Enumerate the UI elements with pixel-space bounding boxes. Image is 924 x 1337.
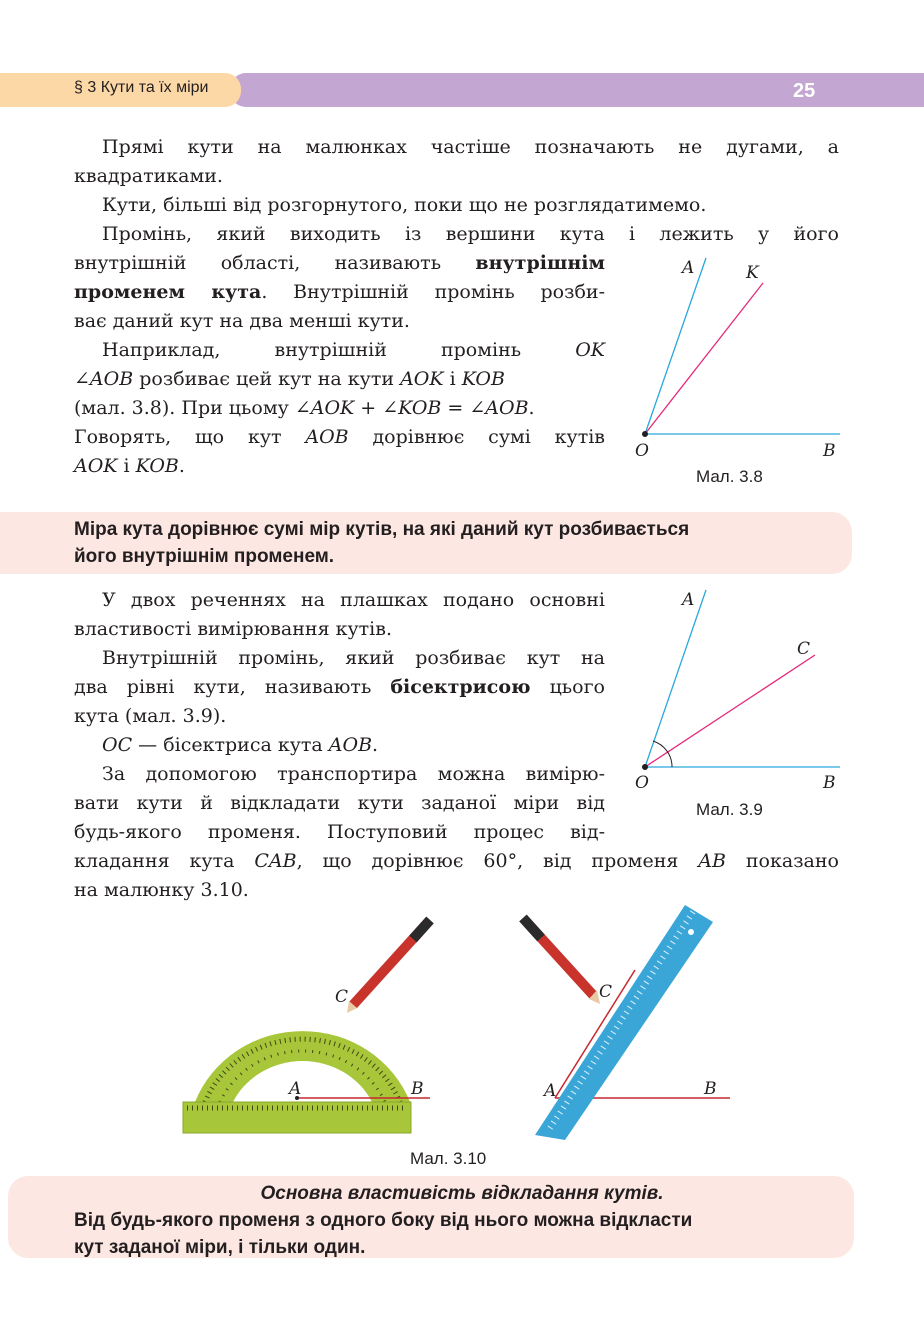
paragraph-line: кладання кута CAB, що дорівнює 60°, від променя AB показано — [74, 850, 839, 872]
section-title: § 3 Кути та їх міри — [74, 79, 209, 96]
page-number: 25 — [793, 80, 816, 102]
label-o: O — [635, 773, 649, 793]
ray-ok — [645, 283, 763, 434]
paragraph-line: Промінь, який виходить із вершини кута і лежить у його — [102, 223, 839, 245]
label-a: A — [682, 258, 695, 278]
paragraph-line: два рівні кути, називають бісектрисою цього — [74, 676, 605, 698]
ruler-hole — [688, 929, 694, 935]
figure-3-10-protractor — [175, 905, 445, 1140]
paragraph-line: кута (мал. 3.9). — [74, 705, 227, 727]
label-c: C — [335, 987, 349, 1007]
paragraph-line: Говорять, що кут AOB дорівнює сумі кутів — [74, 426, 606, 448]
paragraph-line: OC — бісектриса кута AOB. — [102, 734, 379, 756]
rule-title: Основна властивість відкладання кутів. — [260, 1183, 664, 1204]
figure-3-10-ruler — [515, 900, 755, 1140]
label-b: B — [411, 1079, 424, 1099]
vertex-o — [642, 431, 648, 437]
rule-line: Міра кута дорівнює сумі мір кутів, на які даний кут розбивається — [74, 519, 690, 540]
ray-oc — [645, 655, 815, 767]
pencil-end — [413, 920, 430, 939]
label-b: B — [823, 773, 836, 793]
rule-line: Від будь-якого променя з одного боку від нього можна відкласти — [74, 1210, 693, 1231]
paragraph-line: вати кути й відкладати кути заданої міри від — [74, 792, 605, 814]
paragraph-line: ває даний кут на два менші кути. — [74, 310, 410, 332]
figure-caption: Мал. 3.10 — [410, 1149, 487, 1168]
figure-caption: Мал. 3.8 — [696, 467, 763, 486]
paragraph-line: (мал. 3.8). При цьому ∠AOK + ∠KOB = ∠AOB. — [74, 397, 535, 419]
paragraph-line: Кути, більші від розгорнутого, поки що не розглядатимемо. — [102, 194, 707, 216]
label-b: B — [704, 1079, 717, 1099]
paragraph-line: на малюнку 3.10. — [74, 879, 249, 901]
label-o: O — [635, 441, 649, 461]
paragraph-line: будь-якого променя. Поступовий процес від- — [74, 821, 605, 843]
label-b: B — [823, 441, 836, 461]
term-bold: променем кута — [74, 281, 262, 303]
label-a: A — [682, 590, 695, 610]
label-a: A — [289, 1079, 302, 1099]
paragraph-line: Наприклад, внутрішній промінь OK — [102, 339, 605, 361]
label-a: A — [544, 1081, 557, 1101]
pencil-end — [523, 918, 541, 938]
header-bar-right — [230, 73, 924, 107]
label-c: C — [599, 982, 613, 1002]
paragraph-line: квадратиками. — [74, 165, 223, 187]
figure-3-9 — [630, 585, 850, 800]
rule-line: його внутрішнім променем. — [74, 546, 335, 567]
vertex-o — [642, 764, 648, 770]
ray-oa — [645, 258, 706, 434]
paragraph-line: Прямі кути на малюнках частіше позначають не дугами, а — [102, 136, 839, 158]
paragraph-line: ∠AOB розбиває цей кут на кути AOK і KOB — [74, 368, 505, 390]
ray-oa — [645, 590, 706, 767]
paragraph-line: внутрішній області, називають внутрішнім — [74, 252, 606, 274]
paragraph-line: За допомогою транспортира можна вимірю- — [102, 763, 605, 785]
paragraph-line: властивості вимірювання кутів. — [74, 618, 392, 640]
rule-line: кут заданої міри, і тільки один. — [74, 1237, 366, 1258]
paragraph-line: Внутрішній промінь, який розбиває кут на — [102, 647, 605, 669]
label-c: C — [797, 639, 811, 659]
figure-caption: Мал. 3.9 — [696, 800, 763, 819]
term-bold: бісектрисою — [390, 676, 531, 698]
paragraph-line: У двох реченнях на плашках подано основні — [102, 589, 605, 611]
ruler-body — [535, 905, 713, 1140]
angle-arc — [653, 741, 672, 767]
figure-3-8 — [630, 250, 850, 465]
label-k: K — [746, 263, 759, 283]
paragraph-line: AOK і KOB. — [74, 455, 185, 477]
paragraph-line: променем кута. Внутрішній промінь розби- — [74, 281, 605, 303]
